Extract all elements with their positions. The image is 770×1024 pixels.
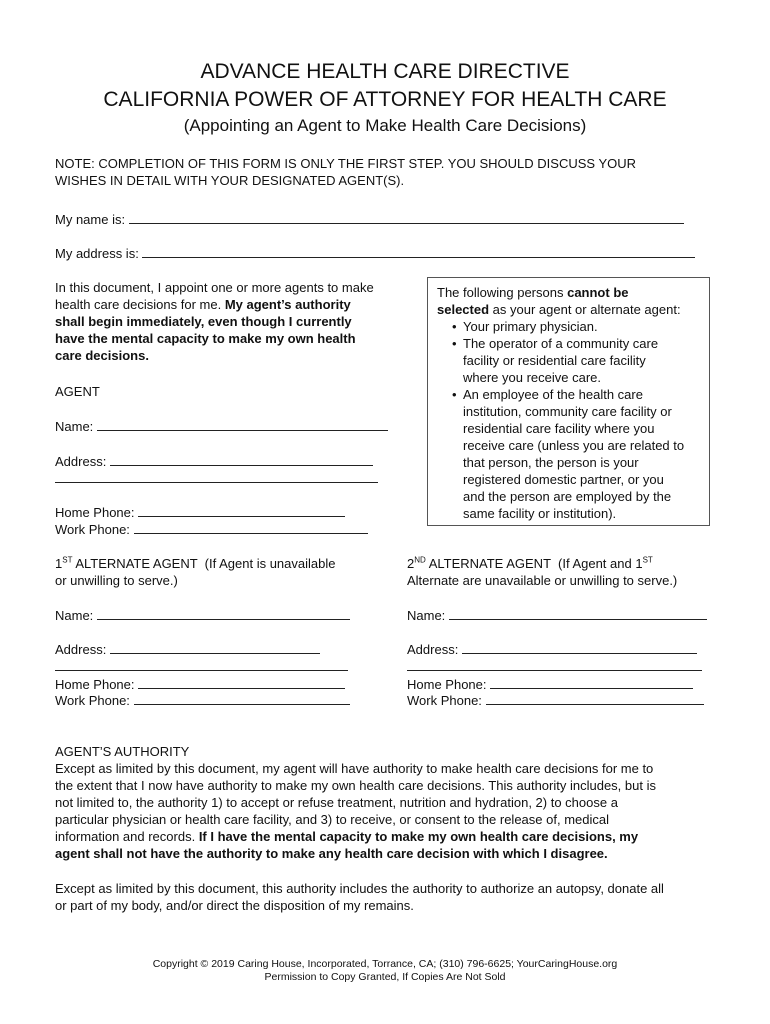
alt2-address-input-line[interactable] [462,640,697,654]
restriction-item-employee: • An employee of the health care institution, community care facility or residential care facility where you receive care (unless you are related to that person, the person is your registered domestic partner, or you and the person are employed by the same facility or institution). [437,386,701,522]
agent-home-phone-row [55,503,345,521]
agent-name-input-line[interactable] [97,417,388,431]
appoint-line3: shall begin immediately, even though I currently [55,314,352,329]
my-name-label: My name is: [55,212,126,227]
appoint-paragraph [55,279,420,364]
callout-line1: The following persons cannot be [437,285,629,300]
alt2-address-label: Address: [407,642,459,657]
alt2-heading: 2ND ALTERNATE AGENT (If Agent and 1ST Alternate are unavailable or unwilling to serve.) [407,555,678,588]
agent-work-phone-label: Work Phone: [55,522,130,537]
restriction-item-operator: • The operator of a community care facility or residential care facility where you receive care. [437,335,701,386]
callout-line2: selected as your agent or alternate agent: [437,302,681,317]
alt1-work-phone-label: Work Phone: [55,693,130,708]
alt2-work-phone-label: Work Phone: [407,693,482,708]
alt1-name-input-line[interactable] [97,606,350,620]
appoint-line5: care decisions. [55,348,149,363]
note-line1: NOTE: COMPLETION OF THIS FORM IS ONLY THE FIRST STEP. YOU SHOULD DISCUSS YOUR [55,156,637,171]
agent-address-line2[interactable] [55,469,378,483]
alt2-work-phone-input-line[interactable] [486,691,704,705]
alt1-address-input-line[interactable] [110,640,320,654]
alt1-name-label: Name: [55,608,94,623]
alt1-address-row [55,640,320,658]
alt2-address-row [407,640,697,658]
my-address-input-line[interactable] [142,244,695,258]
agent-home-phone-input-line[interactable] [138,503,345,517]
alt2-home-phone-input-line[interactable] [490,675,693,689]
appoint-line1: In this document, I appoint one or more agents to make [55,280,374,295]
form-title-line2: CALIFORNIA POWER OF ATTORNEY FOR HEALTH CARE [103,88,667,111]
form-title-line1: ADVANCE HEALTH CARE DIRECTIVE [200,60,570,83]
alt1-address-line2[interactable] [55,657,348,671]
restriction-item-physician: • Your primary physician. [437,318,701,335]
agent-address-label: Address: [55,454,107,469]
alt1-home-phone-label: Home Phone: [55,677,135,692]
note-line2: WISHES IN DETAIL WITH YOUR DESIGNATED AGENT(S). [55,173,405,188]
my-address-row [55,244,695,262]
agent-work-phone-row [55,520,368,538]
agent-address-row [55,452,373,470]
alt2-name-row [407,606,707,624]
restrictions-callout-box [427,277,710,526]
form-subtitle: (Appointing an Agent to Make Health Care Decisions) [183,116,587,135]
appoint-line4: have the mental capacity to make my own health [55,331,356,346]
agent-name-row [55,417,388,435]
alt2-name-input-line[interactable] [449,606,707,620]
authority-section: AGENT’S AUTHORITY Except as limited by this document, my agent will have authority to make health care decisions for me to the extent that I now have authority to make my own health care decisions. This authority includes, but is not limited to, the authority 1) to accept or refuse treatment, nutrition and hydration, 2) to choose a particular physician or health care facility, and 3) to receive, or consent to the release of, medical information and records. If I have the mental capacity to make my own health care decisions, my agent shall not have the authority to make any health care decision with which I disagree. [55,743,725,862]
alt1-name-row [55,606,350,624]
alt2-work-phone-row [407,691,704,709]
alt1-address-label: Address: [55,642,107,657]
my-name-input-line[interactable] [129,210,684,224]
alt2-address-line2[interactable] [407,657,702,671]
authority-paragraph2: Except as limited by this document, this authority includes the authority to authorize an autopsy, donate all or part of my body, and/or direct the disposition of my remains. [55,881,664,913]
alt2-home-phone-label: Home Phone: [407,677,487,692]
authority-heading: AGENT’S AUTHORITY [55,744,190,759]
appoint-line2: health care decisions for me. My agent’s authority [55,297,351,312]
my-name-row [55,210,684,228]
agent-home-phone-label: Home Phone: [55,505,135,520]
alt2-name-label: Name: [407,608,446,623]
permission-line: Permission to Copy Granted, If Copies Are Not Sold [264,971,506,983]
alt1-home-phone-input-line[interactable] [138,675,345,689]
agent-heading: AGENT [55,384,100,399]
alt1-work-phone-input-line[interactable] [134,691,350,705]
copyright-line: Copyright © 2019 Caring House, Incorporated, Torrance, CA; (310) 796-6625; YourCaringHouse.org [152,958,618,970]
alt1-work-phone-row [55,691,350,709]
alt1-heading: 1ST ALTERNATE AGENT (If Agent is unavailable or unwilling to serve.) [55,555,336,588]
agent-address-input-line[interactable] [110,452,373,466]
agent-work-phone-input-line[interactable] [134,520,368,534]
my-address-label: My address is: [55,246,139,261]
agent-name-label: Name: [55,419,94,434]
restrictions-list [437,318,701,522]
